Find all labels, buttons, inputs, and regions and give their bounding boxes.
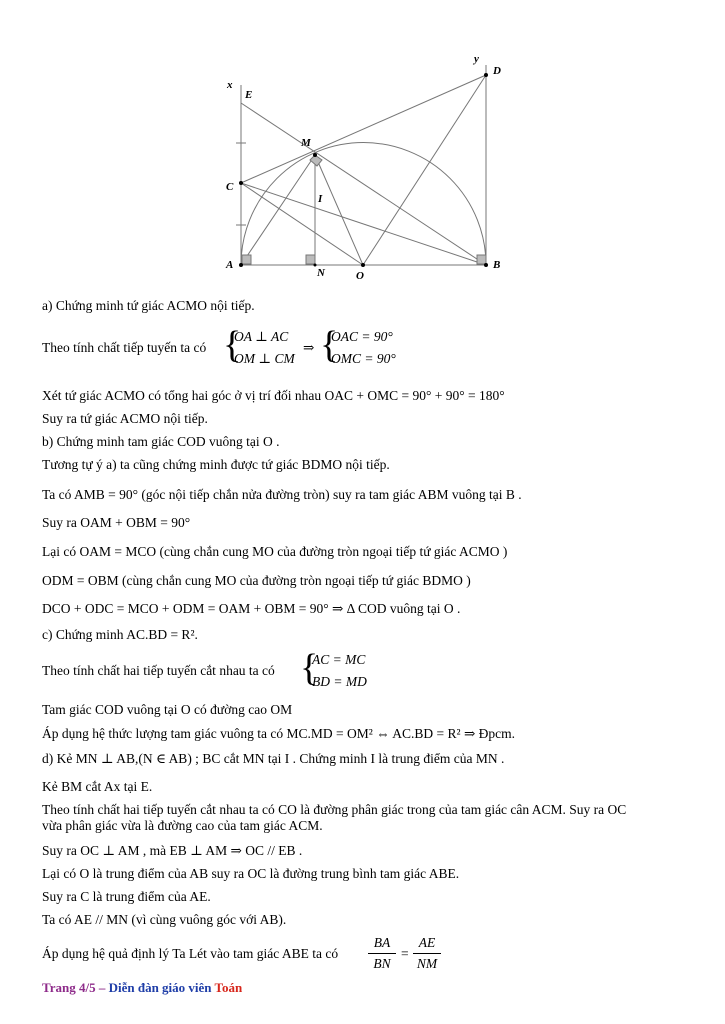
footer-dash: – [95,980,109,995]
semicircle [241,143,486,265]
part-d-suy2: Suy ra C là trung điểm của AE. [42,889,211,904]
part-a-sys2-line1: OAC = 90° [331,329,393,344]
part-a-sys1-line2: OM ⊥ CM [234,351,295,366]
footer-trang: Trang [42,980,76,995]
label-e: E [245,89,253,101]
part-d-ke: Kẻ BM cắt Ax tại E. [42,779,153,794]
page-footer [42,980,242,996]
part-d-laico: Lại có O là trung điểm của AB suy ra OC là đường trung bình tam giác ABE. [42,866,460,881]
part-d-theo1: Theo tính chất hai tiếp tuyến cắt nhau ta có CO là đường phân giác trong của tam giác cân ACM. Suy ra OC [42,802,627,817]
brace-3: { [300,647,319,689]
part-b-suy: Suy ra OAM + OBM = 90° [42,515,191,530]
part-d-apdung: Áp dụng hệ quả định lý Ta Lét vào tam giác ABE ta có [42,946,339,961]
footer-page-number: 4/5 [78,980,96,995]
fraction-1-bar [368,953,396,954]
label-m: M [301,137,311,149]
part-a-suy: Suy ra tứ giác ACMO nội tiếp. [42,411,208,426]
part-a-sys1-line1: OA ⊥ AC [234,329,289,344]
part-b-taco: Ta có AMB = 90° (góc nội tiếp chắn nửa đường tròn) suy ra tam giác ABM vuông tại B . [42,487,522,502]
label-n: N [317,267,325,279]
fraction-equals: = [401,946,409,961]
label-o: O [356,270,364,282]
label-a: A [226,259,234,271]
brace-2: { [320,324,339,366]
brace-1: { [223,324,242,366]
part-d-title: d) Kẻ MN ⊥ AB,(N ∈ AB) ; BC cắt MN tại I . Chứng minh I là trung điểm của MN . [42,751,505,766]
part-c-theo: Theo tính chất hai tiếp tuyến cắt nhau ta có [42,663,275,678]
part-a-sys2-line2: OMC = 90° [331,351,396,366]
part-a-xet: Xét tứ giác ACMO có tổng hai góc ở vị trí đối nhau OAC + OMC = 90° + 90° = 180° [42,388,505,403]
part-b-dco: DCO + ODC = MCO + ODM = OAM + OBM = 90° ⇒ Δ COD vuông tại O . [42,601,461,616]
part-a-arrow: ⇒ [303,340,315,355]
part-c-title: c) Chứng minh AC.BD = R². [42,627,198,642]
label-d: D [493,65,501,77]
part-c-sys-line1: AC = MC [312,652,366,667]
footer-forum: Diễn đàn giáo viên [108,980,212,995]
part-a-title: a) Chứng minh tứ giác ACMO nội tiếp. [42,298,255,313]
part-d-theo2: vừa phân giác vừa là đường cao của tam giác ACM. [42,818,323,833]
fraction-1-denominator: BN [373,956,391,971]
part-b-odm: ODM = OBM (cùng chắn cung MO của đường tròn ngoại tiếp tứ giác BDMO ) [42,573,471,588]
fraction-1-numerator: BA [373,935,391,950]
part-c-apdung: Áp dụng hệ thức lượng tam giác vuông ta có MC.MD = OM² ⇔ AC.BD = R² ⇒ Đpcm. [42,726,516,741]
right-angle-a [242,255,251,264]
part-d-taco: Ta có AE // MN (vì cùng vuông góc với AB). [42,912,287,927]
part-c-tamgiac: Tam giác COD vuông tại O có đường cao OM [42,702,293,717]
part-b-laico: Lại có OAM = MCO (cùng chắn cung MO của đường tròn ngoại tiếp tứ giác ACMO ) [42,544,508,559]
label-y: y [474,53,479,65]
label-b: B [493,259,501,271]
label-c: C [226,181,234,193]
fraction-2-bar [413,953,441,954]
right-angle-b [477,255,486,264]
part-a-theo: Theo tính chất tiếp tuyến ta có [42,340,207,355]
segment-am [241,155,315,265]
fraction-2-denominator: NM [416,956,438,971]
right-angle-n [306,255,315,264]
footer-subject: Toán [214,980,243,995]
part-b-title: b) Chứng minh tam giác COD vuông tại O . [42,434,280,449]
part-d-suy1: Suy ra OC ⊥ AM , mà EB ⊥ AM ⇒ OC // EB . [42,843,303,858]
geometry-figure [0,0,725,290]
segment-od [363,75,486,265]
segment-cb [241,183,486,265]
label-i: I [318,193,323,205]
segment-eb [241,103,486,265]
part-c-sys-line2: BD = MD [312,674,367,689]
label-x: x [227,79,233,91]
fraction-2-numerator: AE [418,935,436,950]
part-b-tuong: Tương tự ý a) ta cũng chứng minh được tứ giác BDMO nội tiếp. [42,457,390,472]
tangent-cd [241,75,486,183]
